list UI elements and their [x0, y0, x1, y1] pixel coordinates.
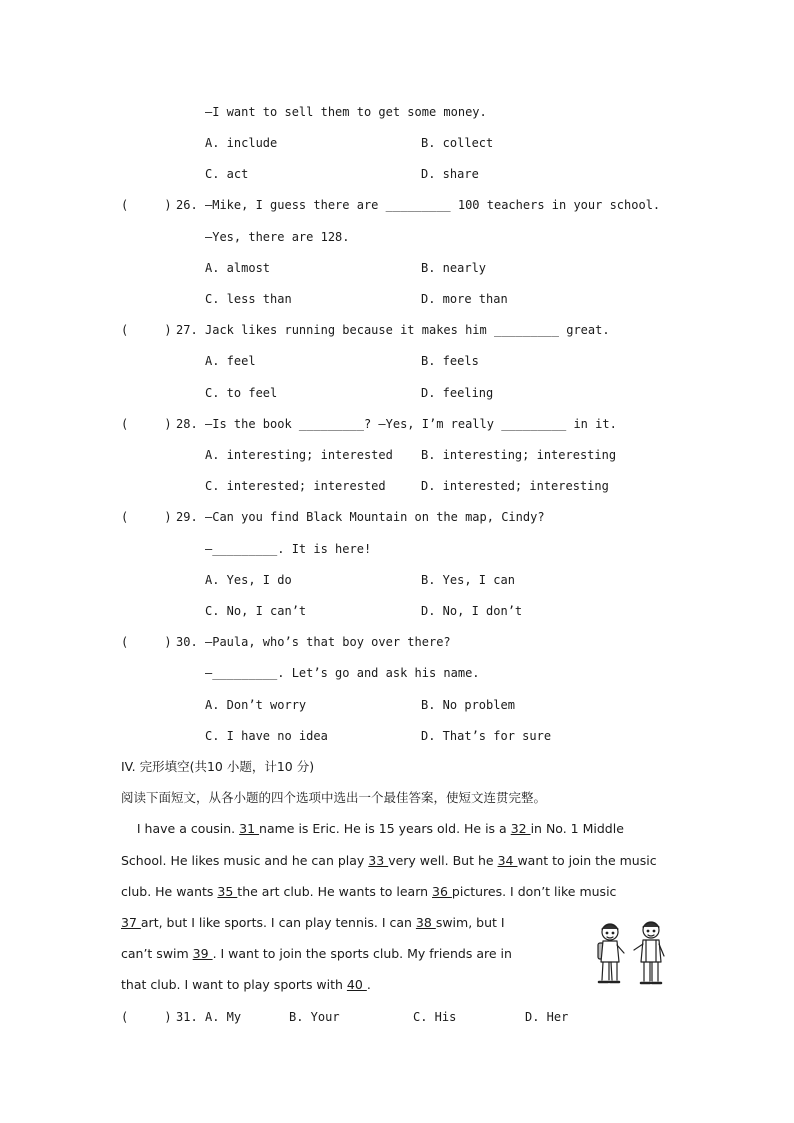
passage-line-2: School. He likes music and he can play 33 very well. But he 34 want to join the music [121, 853, 657, 868]
q29-number: 29. [176, 510, 198, 524]
q31-option-c: C. His [413, 1010, 457, 1024]
q28-option-c: C. interested; interested [205, 479, 386, 493]
blank-36: 36 [432, 884, 452, 899]
passage-line-1: I have a cousin. 31 name is Eric. He is 15 years old. He is a 32 in No. 1 Middle [121, 821, 624, 836]
q25-option-c: C. act [205, 167, 249, 181]
q31-option-a: A. My [205, 1010, 242, 1024]
blank-39: 39 [192, 946, 213, 961]
q27-option-b: B. feels [421, 354, 479, 368]
q30-option-a: A. Don’t worry [205, 698, 307, 712]
blank-40: 40 [346, 977, 367, 992]
q25-reply: —I want to sell them to get some money. [205, 105, 487, 119]
q27-answer-bracket: ( ) [121, 323, 172, 337]
q27-option-c: C. to feel [205, 386, 278, 400]
q30-answer-bracket: ( ) [121, 635, 172, 649]
q26-option-c: C. less than [205, 292, 292, 306]
passage-line-5: can’t swim 39 . I want to join the sports club. My friends are in [121, 946, 512, 961]
q26-reply: —Yes, there are 128. [205, 230, 350, 244]
passage-line-6: that club. I want to play sports with 40 . [121, 977, 371, 992]
q30-number: 30. [176, 635, 198, 649]
q27-option-d: D. feeling [421, 386, 494, 400]
q31-answer-bracket: ( ) [121, 1010, 172, 1024]
q28-option-d: D. interested; interesting [421, 479, 609, 493]
q30-option-b: B. No problem [421, 698, 515, 712]
q29-option-a: A. Yes, I do [205, 573, 292, 587]
q31-option-b: B. Your [289, 1010, 340, 1024]
q26-option-d: D. more than [421, 292, 508, 306]
q27-number: 27. [176, 323, 198, 337]
blank-34: 34 [497, 853, 518, 868]
q30-text: —Paula, who’s that boy over there? [205, 635, 451, 649]
q26-number: 26. [176, 198, 198, 212]
section-heading: IV. 完形填空(共10 小题，计10 分) [121, 759, 315, 774]
q31-option-d: D. Her [525, 1010, 569, 1024]
q28-option-b: B. interesting; interesting [421, 448, 617, 462]
two-boys-illustration [594, 918, 672, 994]
q26-answer-bracket: ( ) [121, 198, 172, 212]
passage-line-3: club. He wants 35 the art club. He wants to learn 36 pictures. I don’t like music [121, 884, 617, 899]
q26-option-a: A. almost [205, 261, 271, 275]
blank-37: 37 [121, 915, 141, 930]
q28-text: —Is the book _________? —Yes, I’m really _________ in it. [205, 417, 617, 431]
q28-answer-bracket: ( ) [121, 417, 172, 431]
q25-option-a: A. include [205, 136, 278, 150]
blank-33: 33 [368, 853, 389, 868]
section-instruction: 阅读下面短文，从各小题的四个选项中选出一个最佳答案，使短文连贯完整。 [121, 790, 547, 805]
q30-reply: —_________. Let’s go and ask his name. [205, 666, 480, 680]
q25-option-b: B. collect [421, 136, 494, 150]
q29-answer-bracket: ( ) [121, 510, 172, 524]
blank-32: 32 [510, 821, 531, 836]
q26-text: —Mike, I guess there are _________ 100 teachers in your school. [205, 198, 661, 212]
blank-38: 38 [415, 915, 436, 930]
q26-option-b: B. nearly [421, 261, 487, 275]
q29-reply: —_________. It is here! [205, 542, 372, 556]
passage-line-4: 37 art, but I like sports. I can play tennis. I can 38 swim, but I [121, 915, 505, 930]
q29-option-c: C. No, I can’t [205, 604, 307, 618]
q29-option-d: D. No, I don’t [421, 604, 523, 618]
blank-35: 35 [217, 884, 238, 899]
q27-option-a: A. feel [205, 354, 256, 368]
q29-text: —Can you find Black Mountain on the map, Cindy? [205, 510, 545, 524]
q31-number: 31. [176, 1010, 198, 1024]
q30-option-d: D. That’s for sure [421, 729, 552, 743]
q30-option-c: C. I have no idea [205, 729, 328, 743]
q28-number: 28. [176, 417, 198, 431]
q28-option-a: A. interesting; interested [205, 448, 393, 462]
q25-option-d: D. share [421, 167, 479, 181]
q29-option-b: B. Yes, I can [421, 573, 515, 587]
q27-text: Jack likes running because it makes him _________ great. [205, 323, 610, 337]
blank-31: 31 [239, 821, 260, 836]
